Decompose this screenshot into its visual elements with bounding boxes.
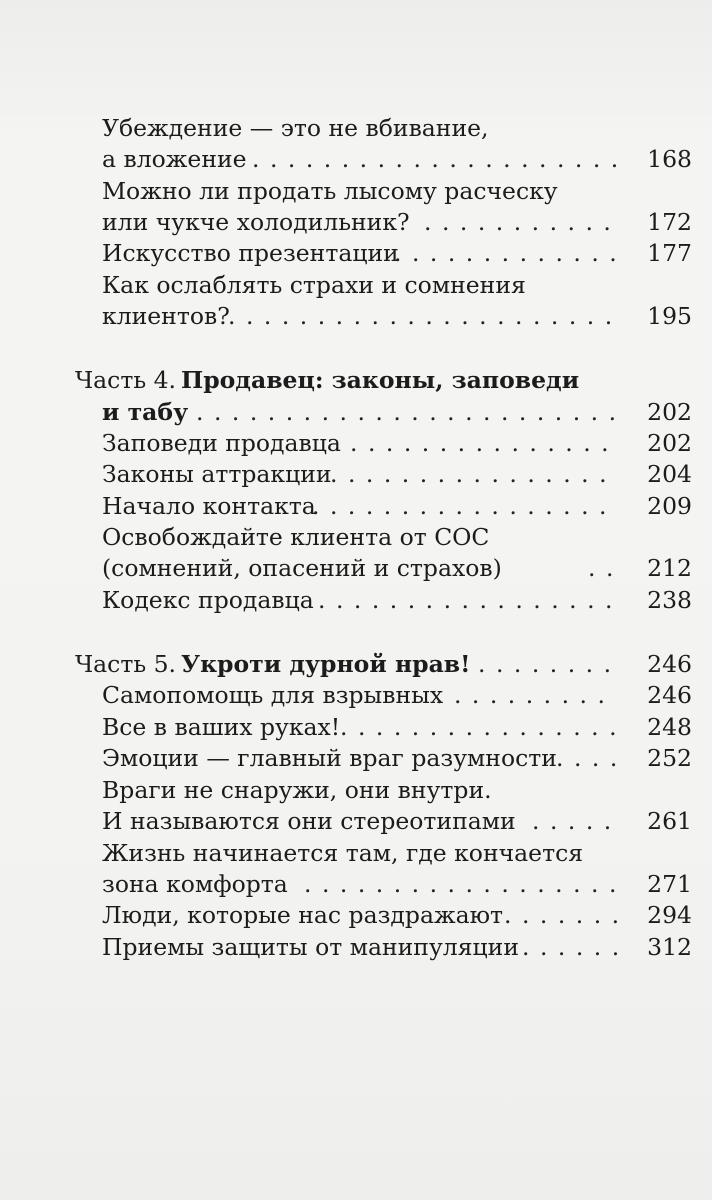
toc-page-number: 204: [647, 460, 692, 488]
toc-page-number: 271: [647, 870, 692, 898]
toc-entry-line: [0, 297, 712, 335]
toc-page-number: 261: [647, 807, 692, 835]
toc-entry-title: Самопомощь для взрывных: [102, 681, 444, 709]
toc-entry-title: Приемы защиты от манипуляции: [102, 933, 519, 961]
toc-entry-title: Эмоции — главный враг разумности: [102, 744, 557, 772]
toc-entry-title: клиентов?: [102, 302, 230, 330]
part-title: Укроти дурной нрав!: [181, 650, 471, 678]
toc-entry-title: зона комфорта: [102, 870, 288, 898]
toc-entry-line: [0, 928, 712, 966]
leader-dots: [318, 581, 617, 619]
toc-entry-title: Убеждение — это не вбивание,: [102, 114, 489, 142]
toc-entry-title: (сомнений, опасений и страхов): [102, 554, 502, 582]
toc-page-number: 238: [647, 586, 692, 614]
toc-entry-title: Все в ваших руках!: [102, 713, 341, 741]
toc-entry-line: [0, 581, 712, 619]
toc-page-number: 252: [647, 744, 692, 772]
toc-page-number: 168: [647, 145, 692, 173]
toc-page-number: 312: [647, 933, 692, 961]
toc-page-number: 172: [647, 208, 692, 236]
toc-page-number: 177: [647, 239, 692, 267]
toc-entry-title: Жизнь начинается там, где кончается: [102, 839, 584, 867]
toc-entry-title: или чукче холодильник?: [102, 208, 410, 236]
toc-page-number: 212: [647, 554, 692, 582]
toc-entry-title: Законы аттракции: [102, 460, 332, 488]
part-label: Часть 4.: [75, 366, 177, 394]
toc-page-number: 294: [647, 901, 692, 929]
toc-entry-title: Освобождайте клиента от СОС: [102, 523, 490, 551]
toc-entry-title: Можно ли продать лысому расческу: [102, 177, 558, 205]
toc-entry-title: Люди, которые нас раздражают: [102, 901, 504, 929]
toc-entry-title: а вложение: [102, 145, 247, 173]
toc-page-number: 246: [647, 650, 692, 678]
toc-page-number: 246: [647, 681, 692, 709]
toc-entry-title: И называются они стереотипами: [102, 807, 516, 835]
toc-page-number: 195: [647, 302, 692, 330]
toc-page-number: 202: [647, 398, 692, 426]
toc-entry-title: Кодекс продавца: [102, 586, 314, 614]
toc-page-number: 209: [647, 492, 692, 520]
leader-dots: [228, 297, 617, 335]
toc-entry-title: Как ослаблять страхи и сомнения: [102, 271, 526, 299]
part-title: Продавец: законы, заповеди: [181, 366, 580, 394]
leader-dots: [522, 928, 617, 966]
toc-entry-title: Заповеди продавца: [102, 429, 341, 457]
toc-entry-title: Враги не снаружи, они внутри.: [102, 776, 492, 804]
toc-page-number: 248: [647, 713, 692, 741]
toc-entry-title: Искусство презентации: [102, 239, 399, 267]
toc-page-number: 202: [647, 429, 692, 457]
toc-entry-title: Начало контакта: [102, 492, 316, 520]
part-title: и табу: [102, 398, 189, 426]
part-label: Часть 5.: [75, 650, 177, 678]
